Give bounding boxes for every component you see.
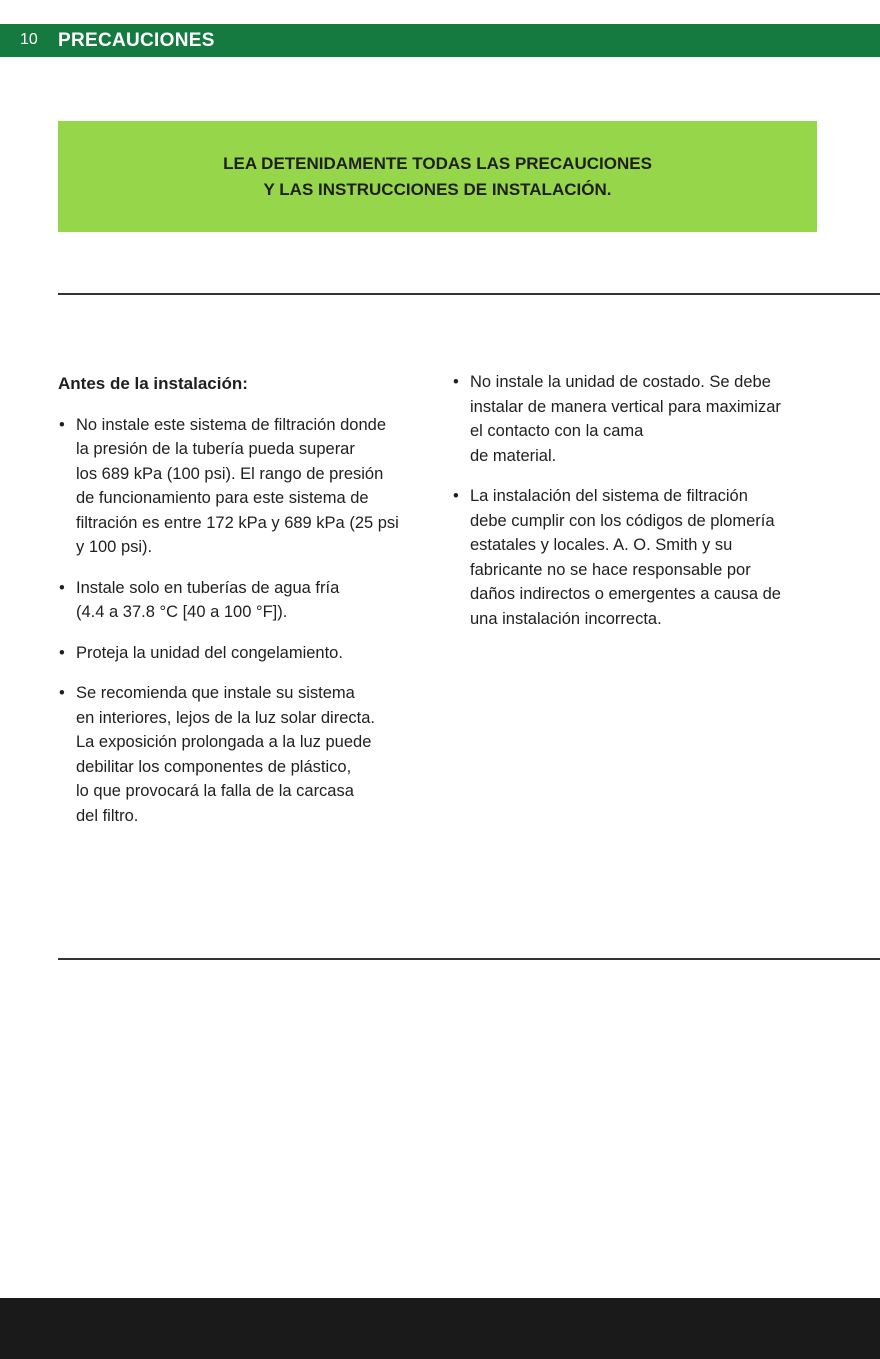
bullet-item [58,641,430,666]
bullet-text-line: y 100 psi). [76,538,153,556]
right-column [452,370,824,647]
bullet-item [58,576,430,625]
divider-top [58,293,880,295]
bullet-text-line: daños indirectos o emergentes a causa de [470,585,781,603]
bullet-text-line: del filtro. [76,806,139,825]
bullet-list-right [452,370,824,631]
bullet-item [452,370,824,468]
bullet-text-line: filtración es entre 172 kPa y 689 kPa (25 psi [76,513,399,532]
bullet-list-left [58,413,430,829]
divider-bottom [58,958,880,960]
bullet-item [452,484,824,631]
left-column [58,370,430,844]
bullet-text-line: estatales y locales. A. O. Smith y su [470,536,733,554]
bullet-text-line: lo que provocará la falla de la carcasa [76,782,354,800]
page-number: 10 [20,31,38,48]
bullet-text-line: fabricante no se hace responsable por [470,560,751,579]
bullet-text-line: • No instale la unidad de costado. Se debe [470,373,771,391]
bullet-text-line: • Se recomienda que instale su sistema [76,684,355,702]
header-bar [0,24,880,57]
bullet-text-line: en interiores, lejos de la luz solar directa. [76,708,375,727]
precaution-notice-box [58,121,817,232]
bullet-text-line: instalar de manera vertical para maximizar [470,397,781,416]
bullet-text-line: • No instale este sistema de filtración donde [76,415,387,434]
bullet-text-line: La exposición prolongada a la luz puede [76,733,372,751]
bullet-text-line: (4.4 a 37.8 °C [40 a 100 °F]). [76,603,288,621]
bullet-text-line: de material. [470,446,557,465]
bullet-text-line: • Instale solo en tuberías de agua fría [76,578,340,597]
bullet-text-line: • La instalación del sistema de filtración [470,487,748,505]
bullet-text-line: debe cumplir con los códigos de plomería [470,511,775,530]
bullet-text-line: de funcionamiento para este sistema de [76,489,369,507]
bullet-text-line: debilitar los componentes de plástico, [76,757,352,776]
notice-line-1: LEA DETENIDAMENTE TODAS LAS PRECAUCIONES [223,153,652,173]
bullet-text-line: • Proteja la unidad del congelamiento. [76,643,343,662]
bullet-text-line: la presión de la tubería pueda superar [76,440,355,458]
section-title: PRECAUCIONES [58,30,215,51]
bullet-text-line: los 689 kPa (100 psi). El rango de presión [76,464,384,483]
column-heading: Antes de la instalación: [58,374,248,393]
bullet-item [58,681,430,828]
footer-bar [0,1298,880,1359]
bullet-text-line: una instalación incorrecta. [470,609,662,628]
bullet-item [58,413,430,560]
bullet-text-line: el contacto con la cama [470,422,644,440]
notice-line-2: Y LAS INSTRUCCIONES DE INSTALACIÓN. [263,179,612,199]
